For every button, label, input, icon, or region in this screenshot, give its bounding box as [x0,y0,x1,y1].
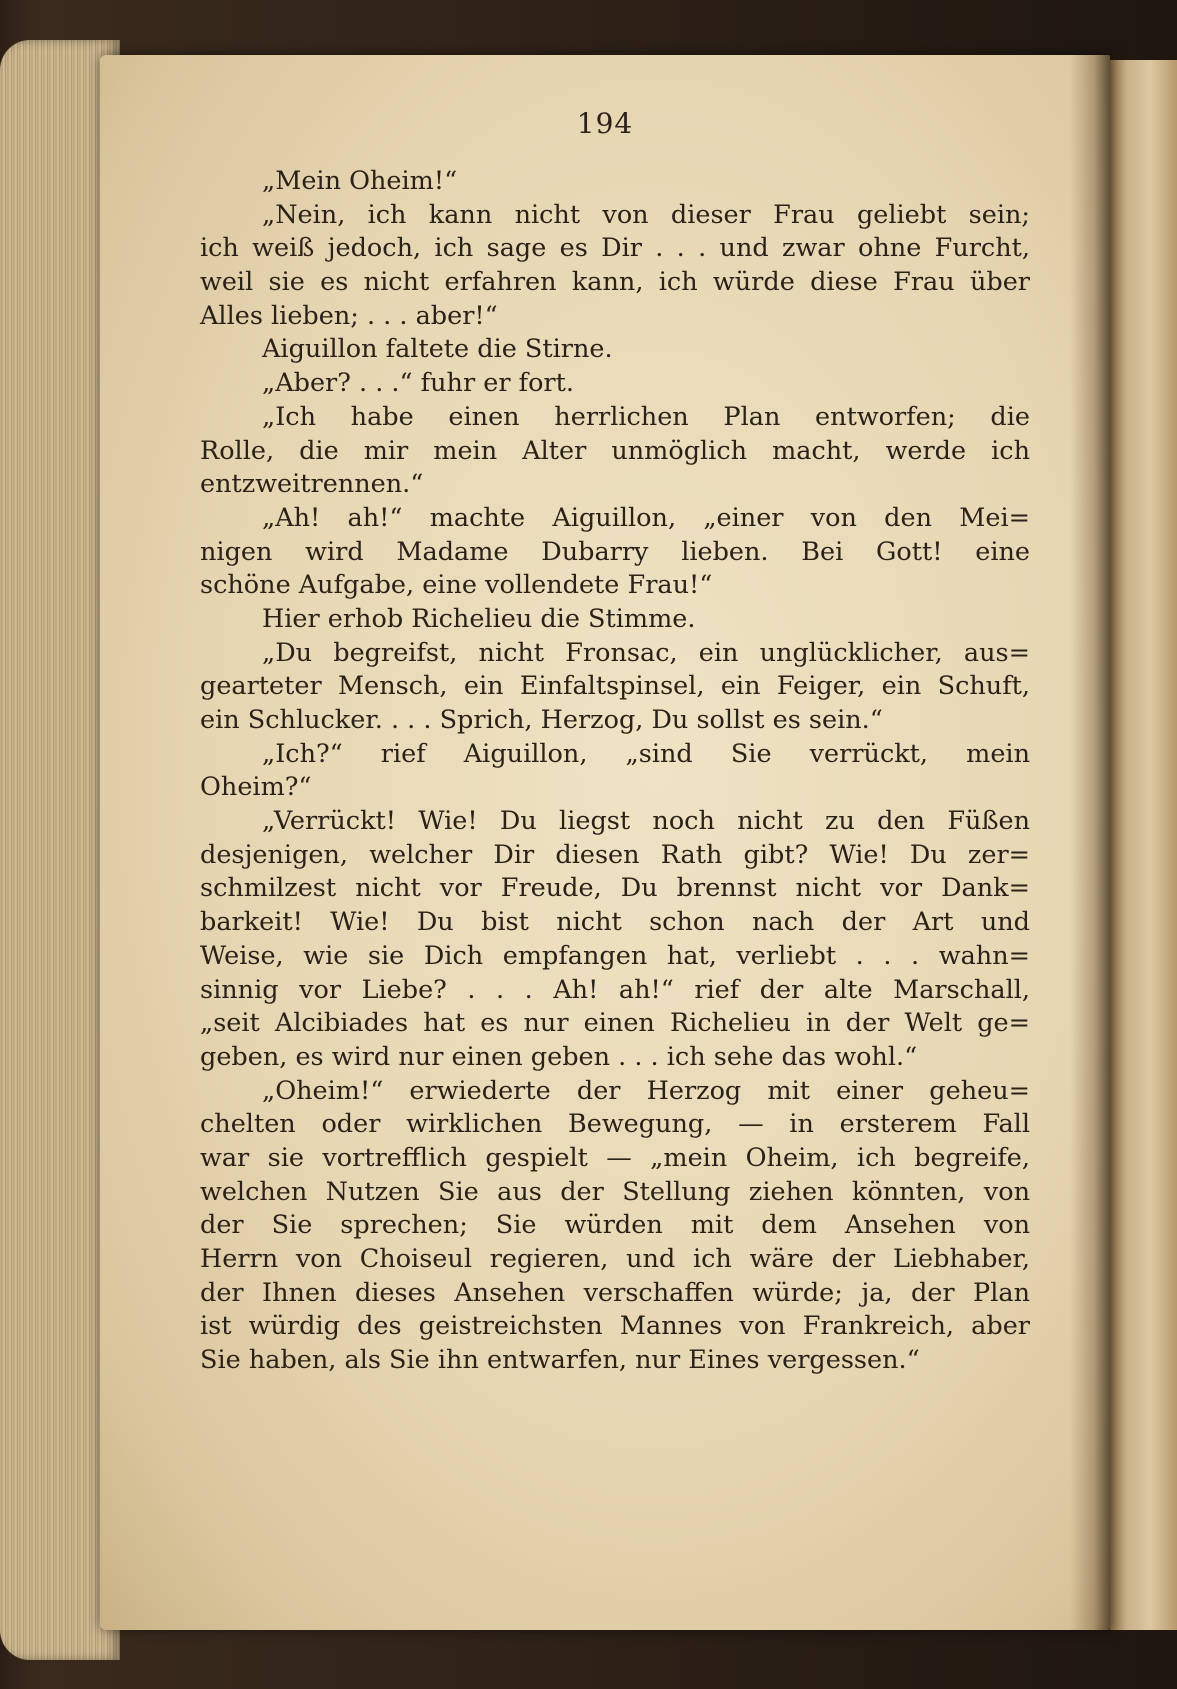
text-line: der Ihnen dieses Ansehen verschaffen würde; ja, der Plan [200,1277,1030,1308]
text-line: Hier erhob Richelieu die Stimme. [262,603,696,634]
text-line: Oheim?“ [200,772,312,803]
text-line: nigen wird Madame Dubarry lieben. Bei Gott! eine [200,536,1030,567]
page-number: 194 [576,107,634,140]
facing-page-edge [1110,60,1177,1630]
text-line: „Oheim!“ erwiederte der Herzog mit einer geheu= [262,1075,1030,1106]
text-line: Weise, wie sie Dich empfangen hat, verliebt . . . wahn= [200,940,1030,971]
text-line: „Ich habe einen herrlichen Plan entworfen; die [262,401,1030,432]
text-line: ein Schlucker. . . . Sprich, Herzog, Du sollst es sein.“ [200,705,883,735]
text-line: chelten oder wirklichen Bewegung, — in ersterem Fall [200,1109,1030,1140]
text-line: gearteter Mensch, ein Einfaltspinsel, ein Feiger, ein Schuft, [200,671,1030,702]
text-line: barkeit! Wie! Du bist nicht schon nach der Art und [200,907,1030,938]
text-line: schmilzest nicht vor Freude, Du brennst nicht vor Dank= [200,873,1030,904]
text-line: schöne Aufgabe, eine vollendete Frau!“ [200,570,713,601]
text-line: Alles lieben; . . . aber!“ [200,300,498,331]
text-line: weil sie es nicht erfahren kann, ich würde diese Frau über [200,267,1030,298]
text-line: Sie haben, als Sie ihn entwarfen, nur Eines vergessen.“ [200,1345,920,1376]
book-page [100,55,1110,1630]
text-line: sinnig vor Liebe? . . . Ah! ah!“ rief der alte Marschall, [200,974,1030,1005]
text-line: der Sie sprechen; Sie würden mit dem Ansehen von [200,1210,1030,1241]
text-line: „Mein Oheim!“ [262,166,458,196]
text-line: „Ich?“ rief Aiguillon, „sind Sie verrückt, mein [262,738,1030,769]
text-line: „Nein, ich kann nicht von dieser Frau geliebt sein; [262,199,1030,230]
text-line: welchen Nutzen Sie aus der Stellung ziehen könnten, von [200,1176,1030,1207]
text-line: entzweitrennen.“ [200,469,424,500]
page-gutter-shadow [1070,55,1110,1630]
text-line: Aiguillon faltete die Stirne. [262,334,613,365]
text-line: ich weiß jedoch, ich sage es Dir . . . und zwar ohne Furcht, [200,233,1030,264]
text-line: geben, es wird nur einen geben . . . ich sehe das wohl.“ [200,1041,918,1072]
text-line: ist würdig des geistreichsten Mannes von Frankreich, aber [200,1311,1030,1342]
text-line: war sie vortrefflich gespielt — „mein Oheim, ich begreife, [200,1142,1030,1173]
page-text [200,165,1030,1378]
text-line: „Ah! ah!“ machte Aiguillon, „einer von den Mei= [262,502,1030,533]
text-line: „Aber? . . .“ fuhr er fort. [262,368,574,399]
text-line: „seit Alcibiades hat es nur einen Richelieu in der Welt ge= [200,1008,1030,1039]
text-line: „Verrückt! Wie! Du liegst noch nicht zu den Füßen [262,806,1030,837]
text-line: Rolle, die mir mein Alter unmöglich macht, werde ich [200,435,1030,466]
text-line: Herrn von Choiseul regieren, und ich wäre der Liebhaber, [200,1244,1030,1274]
text-line: desjenigen, welcher Dir diesen Rath gibt? Wie! Du zer= [200,839,1030,870]
text-line: „Du begreifst, nicht Fronsac, ein unglücklicher, aus= [262,637,1030,668]
